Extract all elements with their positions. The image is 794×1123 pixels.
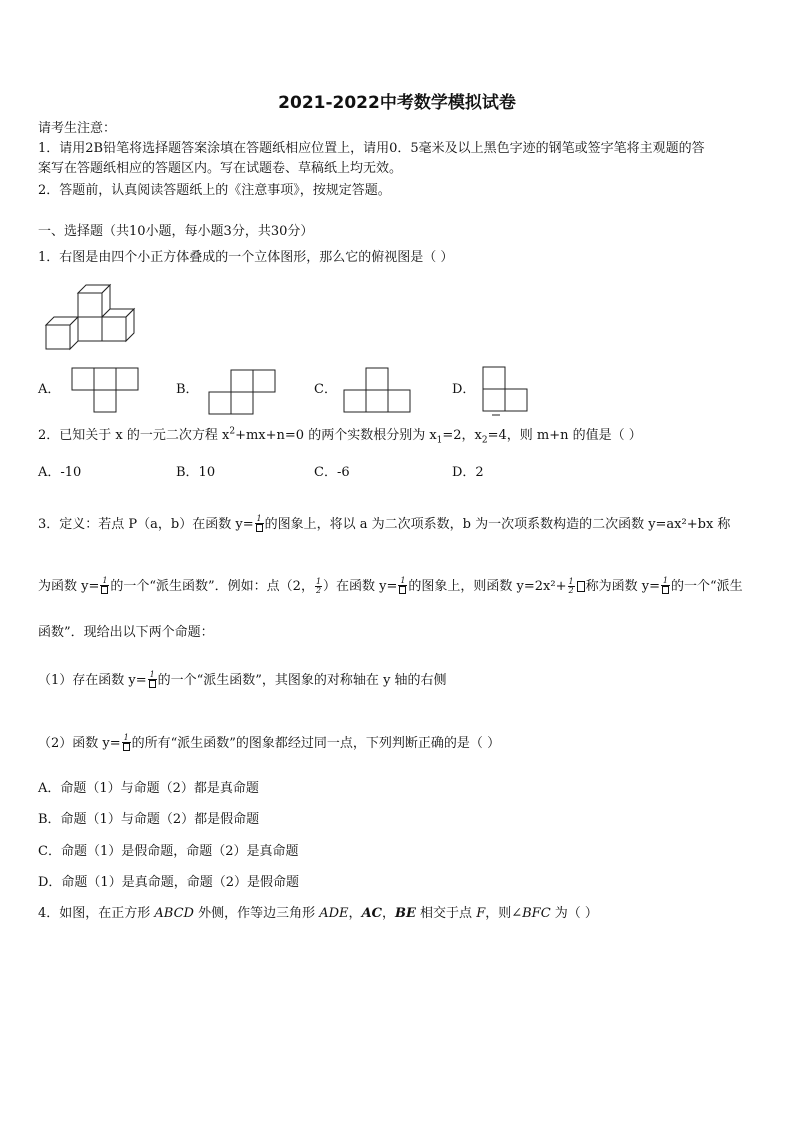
q3-l2-text-d: 的图象上，则函数 y=2x²+ <box>408 579 567 594</box>
question-1-stem: 1．右图是由四个小正方体叠成的一个立体图形，那么它的俯视图是（ ） <box>38 250 454 265</box>
q3-p2-text-b: 的所有“派生函数”的图象都经过同一点，下列判断正确的是（ ） <box>131 736 501 751</box>
q3-l2-text-a: 为函数 y= <box>38 579 100 594</box>
q1-option-d-label: D． <box>452 382 476 397</box>
q3-option-c: C．命题（1）是假命题，命题（2）是真命题 <box>38 844 299 859</box>
q2-text-1: 2．已知关于 x 的一元二次方程 x <box>38 428 230 443</box>
question-3-line-3: 函数”．现给出以下两个命题： <box>38 625 214 640</box>
notice-line-1: 1．请用2B铅笔将选择题答案涂填在答题纸相应位置上，请用0．5毫米及以上黑色字迹的钢笔或签字笔将主观题的答 <box>38 141 705 156</box>
q2-option-d: D．2 <box>452 465 484 480</box>
q3-l1-text-a: 3．定义：若点 P（a，b）在函数 y= <box>38 517 254 532</box>
q2-option-b: B．10 <box>176 465 216 480</box>
q3-l2-text-f: 的一个“派生 <box>670 579 743 594</box>
q2-option-a: A．-10 <box>38 465 82 480</box>
q3-option-a: A．命题（1）与命题（2）都是真命题 <box>38 781 259 796</box>
q2-option-c: C．-6 <box>314 465 350 480</box>
section-heading: 一、选择题（共10小题，每小题3分，共30分） <box>38 224 314 239</box>
q2-sub-1: 1 <box>436 435 443 446</box>
q3-p2-text-a: （2）函数 y= <box>38 736 121 751</box>
cube-stack-figure <box>44 283 139 355</box>
fraction-1-over-x: 1 <box>255 515 264 534</box>
question-4-stem: 4．如图，在正方形 ABCD 外侧，作等边三角形 ADE，AC，BE 相交于点 F，则∠BFC 为（ ） <box>38 906 598 921</box>
q1-option-c-figure <box>343 367 415 413</box>
question-3-line-2: 为函数 y= 1 的一个“派生函数”．例如：点（2， $\frac{1}{2}$ ）在函数 y= 1 的图象上，则函数 y=2x²+ $\frac{1}{2}$ 称为函数 y= 1 的一个“派生 <box>38 576 743 595</box>
q3-p1-text-b: 的一个“派生函数”，其图象的对称轴在 y 轴的右侧 <box>157 673 447 688</box>
q1-option-c-label: C． <box>314 382 337 397</box>
q1-option-a-label: A． <box>38 382 61 397</box>
page-title: 2021-2022中考数学模拟试卷 <box>278 93 516 113</box>
notice-line-3: 2．答题前，认真阅读答题纸上的《注意事项》，按规定答题。 <box>38 183 391 198</box>
q3-l2-text-b: 的一个“派生函数”．例如：点（2， <box>110 579 314 594</box>
q3-l2-text-c: ）在函数 y= <box>323 579 398 594</box>
q3-p1-text-a: （1）存在函数 y= <box>38 673 147 688</box>
q2-text-2: +mx+n=0 的两个实数根分别为 x <box>235 428 437 443</box>
q3-option-d: D．命题（1）是真命题，命题（2）是假命题 <box>38 875 299 890</box>
q1-option-b-label: B． <box>176 382 199 397</box>
q1-option-a-figure <box>71 367 141 413</box>
q3-proposition-2: （2）函数 y= 1 的所有“派生函数”的图象都经过同一点，下列判断正确的是（ ） <box>38 733 501 751</box>
notice-line-2: 案写在答题纸相应的答题区内。写在试题卷、草稿纸上均无效。 <box>38 161 403 176</box>
q1-option-d-figure <box>482 366 532 416</box>
q2-sup: 2 <box>229 426 236 437</box>
q2-text-4: =4，则 m+n 的值是（ ） <box>487 428 642 443</box>
question-2-stem <box>38 427 642 445</box>
q3-option-b: B．命题（1）与命题（2）都是假命题 <box>38 812 260 827</box>
q1-option-b-figure <box>208 369 278 415</box>
q2-text-3: =2，x <box>442 428 482 443</box>
q3-l2-text-e: 称为函数 y= <box>585 579 660 594</box>
fraction-one-half: $\frac{1}{2}$ <box>315 577 322 595</box>
question-3-line-1 <box>38 515 730 534</box>
q3-proposition-1: （1）存在函数 y= 1 的一个“派生函数”，其图象的对称轴在 y 轴的右侧 <box>38 670 447 688</box>
notice-heading: 请考生注意： <box>38 121 117 136</box>
q3-l1-text-b: 的图象上，将以 a 为二次项系数，b 为一次项系数构造的二次函数 y=ax²+bx 称 <box>264 517 731 532</box>
q2-sub-2: 2 <box>481 435 488 446</box>
missing-glyph-box <box>577 581 585 592</box>
